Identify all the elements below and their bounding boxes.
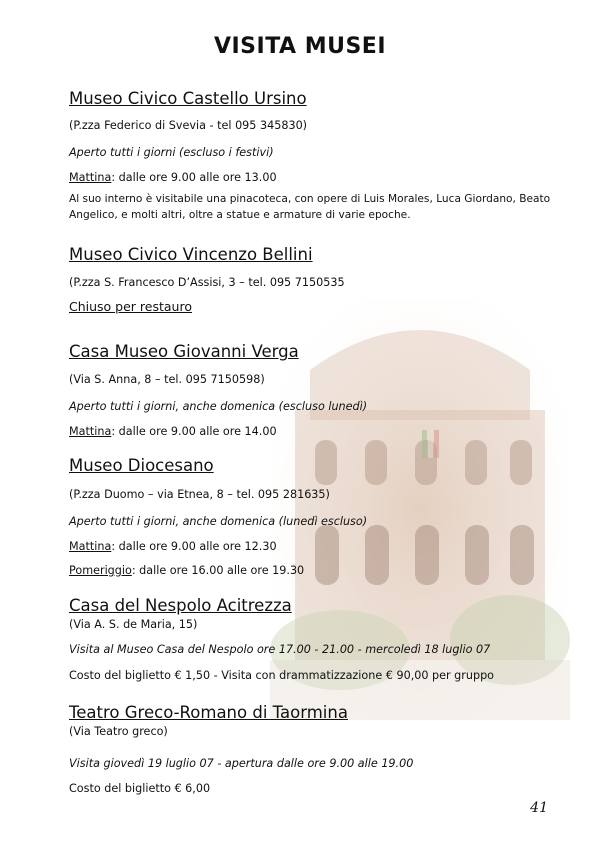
museum-diocesano-opening: Aperto tutti i giorni, anche domenica (lunedì escluso) [69, 515, 368, 528]
museum-castello-ursino-hours [69, 171, 277, 184]
museum-castello-ursino-description: Al suo interno è visitabile una pinacoteca, con opere di Luis Morales, Luca Giordano, Beato Angelico, e molti altri, oltre a statue e armature di varie epoche. [69, 193, 551, 221]
museum-verga-hours [69, 425, 277, 438]
mattina-label: Mattina [69, 171, 112, 184]
theatre-taormina-heading: Teatro Greco-Romano di Taormina [69, 703, 348, 722]
museum-diocesano-address: (P.zza Duomo – via Etnea, 8 – tel. 095 281635) [69, 488, 330, 501]
mattina-label: Mattina [69, 425, 112, 438]
museum-verga-address: (Via S. Anna, 8 – tel. 095 7150598) [69, 373, 265, 386]
pomeriggio-label: Pomeriggio [69, 564, 132, 577]
museum-diocesano-heading: Museo Diocesano [69, 456, 214, 475]
museum-diocesano-afternoon-hours [69, 564, 304, 577]
museum-bellini-status: Chiuso per restauro [69, 299, 192, 314]
museum-verga-opening: Aperto tutti i giorni, anche domenica (escluso lunedì) [69, 400, 368, 413]
museum-diocesano-morning-hours [69, 540, 277, 553]
theatre-taormina-cost: Costo del biglietto € 6,00 [69, 782, 211, 795]
theatre-taormina-visit: Visita giovedì 19 luglio 07 - apertura dalle ore 9.00 alle 19.00 [69, 757, 414, 770]
museum-castello-ursino-address: (P.zza Federico di Svevia - tel 095 345830) [69, 119, 308, 132]
museum-verga-heading: Casa Museo Giovanni Verga [69, 342, 299, 361]
museum-nespolo-heading: Casa del Nespolo Acitrezza [69, 596, 292, 615]
mattina-label: Mattina [69, 540, 112, 553]
museum-nespolo-address: (Via A. S. de Maria, 15) [69, 618, 198, 631]
museum-castello-ursino-heading: Museo Civico Castello Ursino [69, 89, 307, 108]
museum-nespolo-visit: Visita al Museo Casa del Nespolo ore 17.00 - 21.00 - mercoledì 18 luglio 07 [69, 643, 491, 656]
mattina-hours: : dalle ore 9.00 alle ore 13.00 [111, 171, 277, 184]
museum-bellini-address: (P.zza S. Francesco D’Assisi, 3 – tel. 095 7150535 [69, 276, 345, 289]
museum-nespolo-cost: Costo del biglietto € 1,50 - Visita con drammatizzazione € 90,00 per gruppo [69, 669, 495, 682]
background-building-illustration [270, 300, 570, 720]
museum-bellini-heading: Museo Civico Vincenzo Bellini [69, 245, 313, 264]
museum-castello-ursino-opening: Aperto tutti i giorni (escluso i festivi) [69, 146, 274, 159]
pomeriggio-hours: : dalle ore 16.00 alle ore 19.30 [131, 564, 305, 577]
page-number: 41 [530, 800, 548, 816]
page-title: VISITA MUSEI [213, 34, 387, 59]
theatre-taormina-address: (Via Teatro greco) [69, 725, 168, 738]
mattina-hours: : dalle ore 9.00 alle ore 14.00 [111, 425, 277, 438]
mattina-hours: : dalle ore 9.00 alle ore 12.30 [111, 540, 277, 553]
